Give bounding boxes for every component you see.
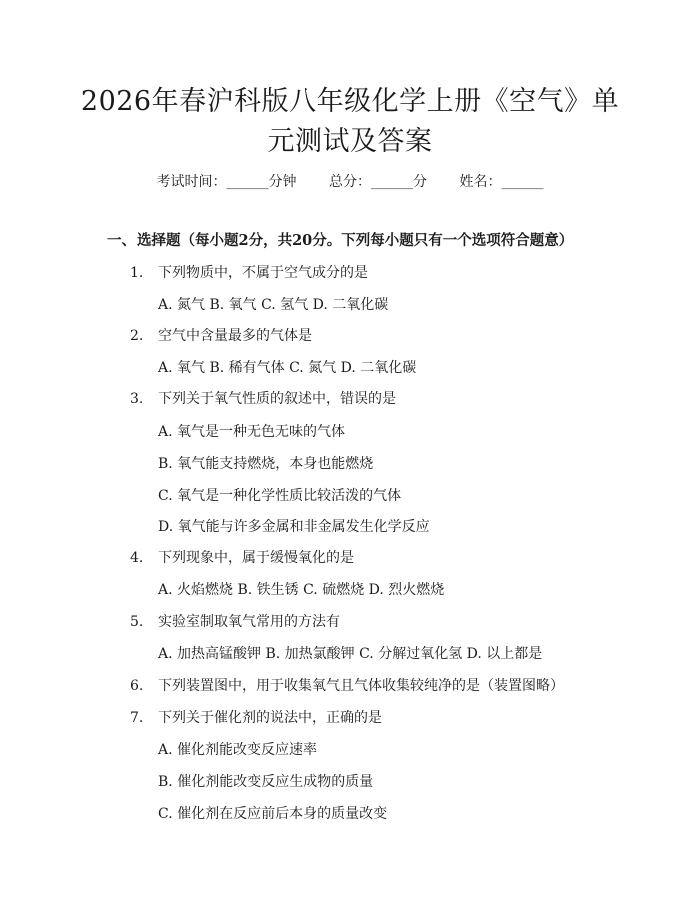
question-4 xyxy=(130,547,354,567)
exam-time: 考试时间：______分钟 xyxy=(156,174,297,190)
question-number: 2. xyxy=(130,328,144,344)
question-text: 下列关于催化剂的说法中，正确的是 xyxy=(158,710,382,726)
question-5 xyxy=(130,611,340,631)
page-title xyxy=(60,82,640,162)
question-number: 7. xyxy=(130,710,144,726)
question-number: 4. xyxy=(130,550,144,566)
question-3-option-d: D. 氧气能与许多金属和非金属发生化学反应 xyxy=(158,519,430,535)
exam-meta xyxy=(0,171,700,191)
question-7 xyxy=(130,707,382,727)
section-heading xyxy=(107,229,573,250)
question-4-options: A. 火焰燃烧 B. 铁生锈 C. 硫燃烧 D. 烈火燃烧 xyxy=(158,582,445,598)
question-2-options: A. 氧气 B. 稀有气体 C. 氮气 D. 二氧化碳 xyxy=(158,360,417,376)
question-3-option-c: C. 氧气是一种化学性质比较活泼的气体 xyxy=(158,488,402,504)
question-text: 下列装置图中，用于收集氧气且气体收集较纯净的是（装置图略） xyxy=(158,678,564,694)
question-text: 下列关于氧气性质的叙述中，错误的是 xyxy=(158,391,396,407)
total-score: 总分：______分 xyxy=(329,174,427,190)
question-1-options: A. 氮气 B. 氧气 C. 氢气 D. 二氧化碳 xyxy=(158,297,389,313)
student-name: 姓名：______ xyxy=(459,174,544,190)
question-text: 实验室制取氧气常用的方法有 xyxy=(158,614,340,630)
question-text: 下列物质中，不属于空气成分的是 xyxy=(158,265,368,281)
question-7-option-c: C. 催化剂在反应前后本身的质量改变 xyxy=(158,806,388,822)
question-7-option-b: B. 催化剂能改变反应生成物的质量 xyxy=(158,774,374,790)
question-text: 下列现象中，属于缓慢氧化的是 xyxy=(158,550,354,566)
question-number: 1. xyxy=(130,265,144,281)
question-number: 5. xyxy=(130,614,144,630)
question-text: 空气中含量最多的气体是 xyxy=(158,328,312,344)
title-line-2: 元测试及答案 xyxy=(267,126,433,157)
question-7-option-a: A. 催化剂能改变反应速率 xyxy=(158,742,318,758)
question-6 xyxy=(130,675,564,695)
question-1 xyxy=(130,262,368,282)
section-number: 一、 xyxy=(107,232,136,249)
question-number: 6. xyxy=(130,678,144,694)
title-line-1: 2026年春沪科版八年级化学上册《空气》单 xyxy=(80,86,620,117)
question-3-option-a: A. 氧气是一种无色无味的气体 xyxy=(158,424,346,440)
question-5-options: A. 加热高锰酸钾 B. 加热氯酸钾 C. 分解过氧化氢 D. 以上都是 xyxy=(158,646,543,662)
section-title: 选择题（每小题2分，共20分。下列每小题只有一个选项符合题意） xyxy=(137,232,574,249)
question-number: 3. xyxy=(130,391,144,407)
question-2 xyxy=(130,325,312,345)
question-3 xyxy=(130,388,396,408)
question-3-option-b: B. 氧气能支持燃烧，本身也能燃烧 xyxy=(158,456,374,472)
